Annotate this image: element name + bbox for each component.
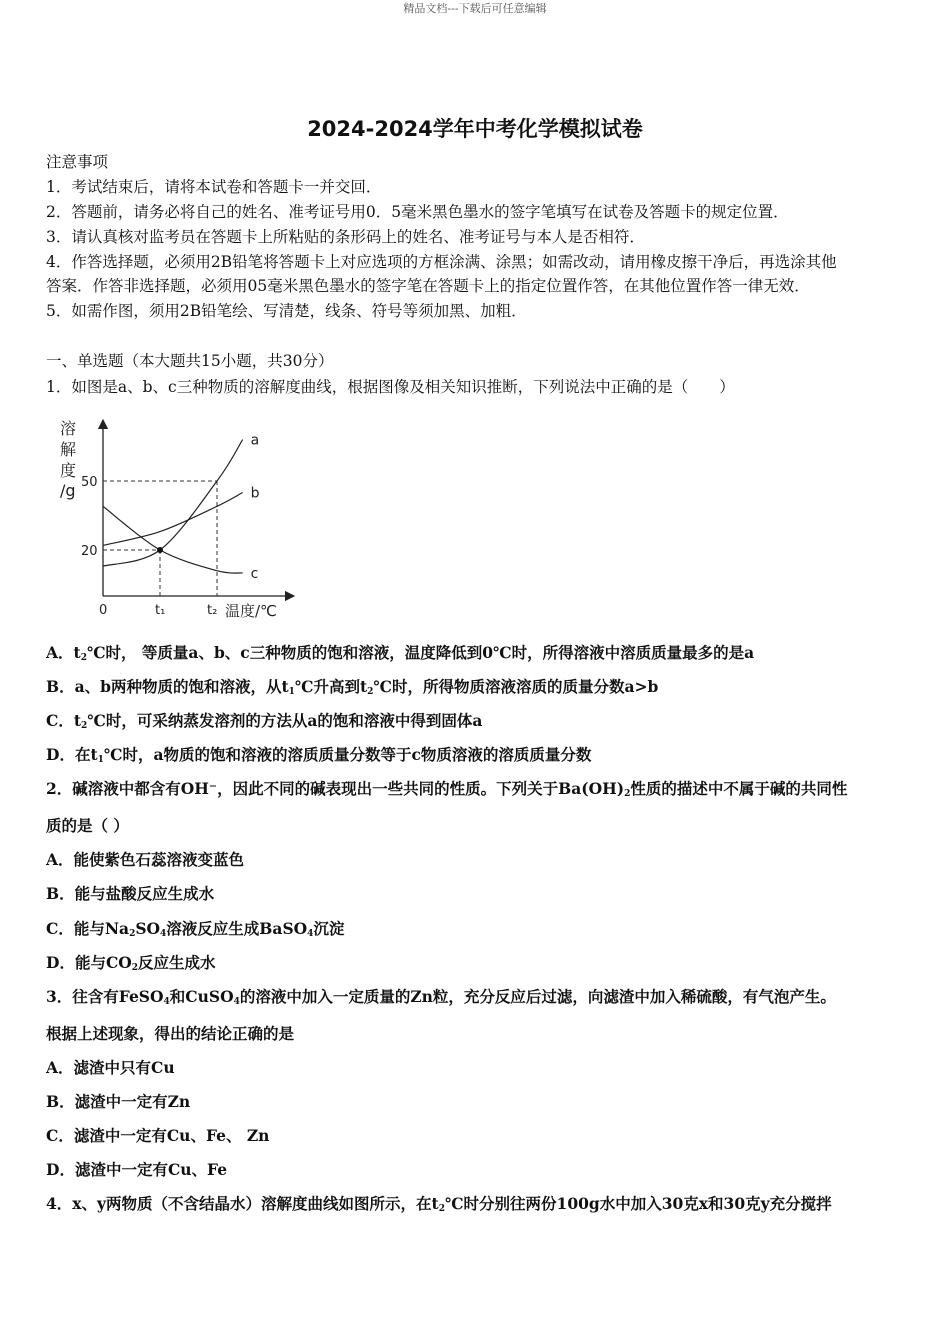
curve-a <box>103 440 243 566</box>
q1-option-d: D．在$t_1℃$时，a物质的饱和溶液的溶质质量分数等于c物质溶液的溶质质量分数 <box>46 745 592 765</box>
x-tick-t2: t₂ <box>207 603 218 618</box>
q1-option-c: C．$t_2℃$时，可采纳蒸发溶剂的方法从a的饱和溶液中得到固体a <box>46 711 483 731</box>
q3-option-c: C．滤渣中一定有Cu、Fe、 Zn <box>46 1126 270 1145</box>
q1-option-a: A．$t_2℃$时， 等质量a、b、c三种物质的饱和溶液，温度降低到0℃时，所得溶液中溶质质量最多的是a <box>46 643 755 663</box>
y-axis-label-part: 度 <box>60 461 77 480</box>
y-axis-label-part: /g <box>60 481 76 500</box>
notice-item: 5．如需作图，须用2B铅笔绘、写清楚，线条、符号等须加黑、加粗． <box>46 302 527 320</box>
solubility-chart <box>50 418 300 624</box>
page-header: 精品文档---下载后可任意编辑 <box>403 2 547 15</box>
curve-label-c: c <box>250 566 259 582</box>
q1-option-b: B．a、b两种物质的饱和溶液，从$t_1℃$升高到$t_2℃$时，所得物质溶液溶质的质量分数a>b <box>46 677 659 697</box>
curve-label-b: b <box>250 485 260 502</box>
question-2-stem: 2．碱溶液中都含有OH⁻，因此不同的碱表现出一些共同的性质。下列关于$Ba(OH)_2$性质的描述中不属于碱的共同性 <box>46 779 848 799</box>
q2-option-c: C．能与$Na_2SO_4$溶液反应生成BaSO$_4$沉淀 <box>46 919 345 939</box>
notice-item: 答案．作答非选择题，必须用05毫米黑色墨水的签字笔在答题卡上的指定位置作答，在其他位置作答一律无效． <box>46 277 810 295</box>
section-heading: 一、单选题（本大题共15小题，共30分） <box>46 352 334 370</box>
question-2-stem-cont: 质的是（ ） <box>46 816 129 835</box>
q3-option-d: D．滤渣中一定有Cu、Fe <box>46 1160 228 1179</box>
notice-item: 4．作答选择题，必须用2B铅笔将答题卡上对应选项的方框涂满、涂黑；如需改动，请用橡皮擦干净后，再选涂其他 <box>46 253 837 271</box>
notice-heading: 注意事项 <box>46 153 109 171</box>
y-axis-label-part: 解 <box>60 440 77 459</box>
question-3-stem: 3．往含有FeSO$_4$和CuSO$_4$的溶液中加入一定质量的Zn粒，充分反应后过滤，向滤渣中加入稀硫酸，有气泡产生。 <box>46 987 836 1007</box>
question-3-stem-cont: 根据上述现象，得出的结论正确的是 <box>46 1024 295 1043</box>
notice-item: 3．请认真核对监考员在答题卡上所粘贴的条形码上的姓名、准考证号与本人是否相符． <box>46 228 645 246</box>
intersection-point <box>157 547 163 553</box>
page-title: 2024-2024学年中考化学模拟试卷 <box>307 117 643 141</box>
curve-label-a: a <box>250 432 260 449</box>
notice-item: 2．答题前，请务必将自己的姓名、准考证号用0．5毫米黑色墨水的签字笔填写在试卷及答题卡的规定位置． <box>46 203 789 221</box>
y-tick-20: 20 <box>81 544 98 559</box>
question-4-stem: 4．x、y两物质（不含结晶水）溶解度曲线如图所示，在$t_2℃$时分别往两份100g水中加入30克x和30克y充分搅拌 <box>46 1194 832 1214</box>
x-tick-0: 0 <box>99 603 108 618</box>
q3-option-b: B．滤渣中一定有Zn <box>46 1092 191 1111</box>
x-axis-label: 温度/℃ <box>225 602 277 620</box>
y-axis-label-part: 溶 <box>60 419 77 438</box>
notice-item: 1．考试结束后，请将本试卷和答题卡一并交回． <box>46 178 382 196</box>
question-1-stem: 1．如图是a、b、c三种物质的溶解度曲线，根据图像及相关知识推断，下列说法中正确的是（ ） <box>46 378 735 396</box>
q3-option-a: A．滤渣中只有Cu <box>46 1058 175 1077</box>
q2-option-b: B．能与盐酸反应生成水 <box>46 884 215 903</box>
x-tick-t1: t₁ <box>155 603 166 618</box>
q2-option-d: D．能与$CO_2$反应生成水 <box>46 953 216 973</box>
y-tick-50: 50 <box>81 475 98 490</box>
q2-option-a: A．能使紫色石蕊溶液变蓝色 <box>46 850 245 869</box>
